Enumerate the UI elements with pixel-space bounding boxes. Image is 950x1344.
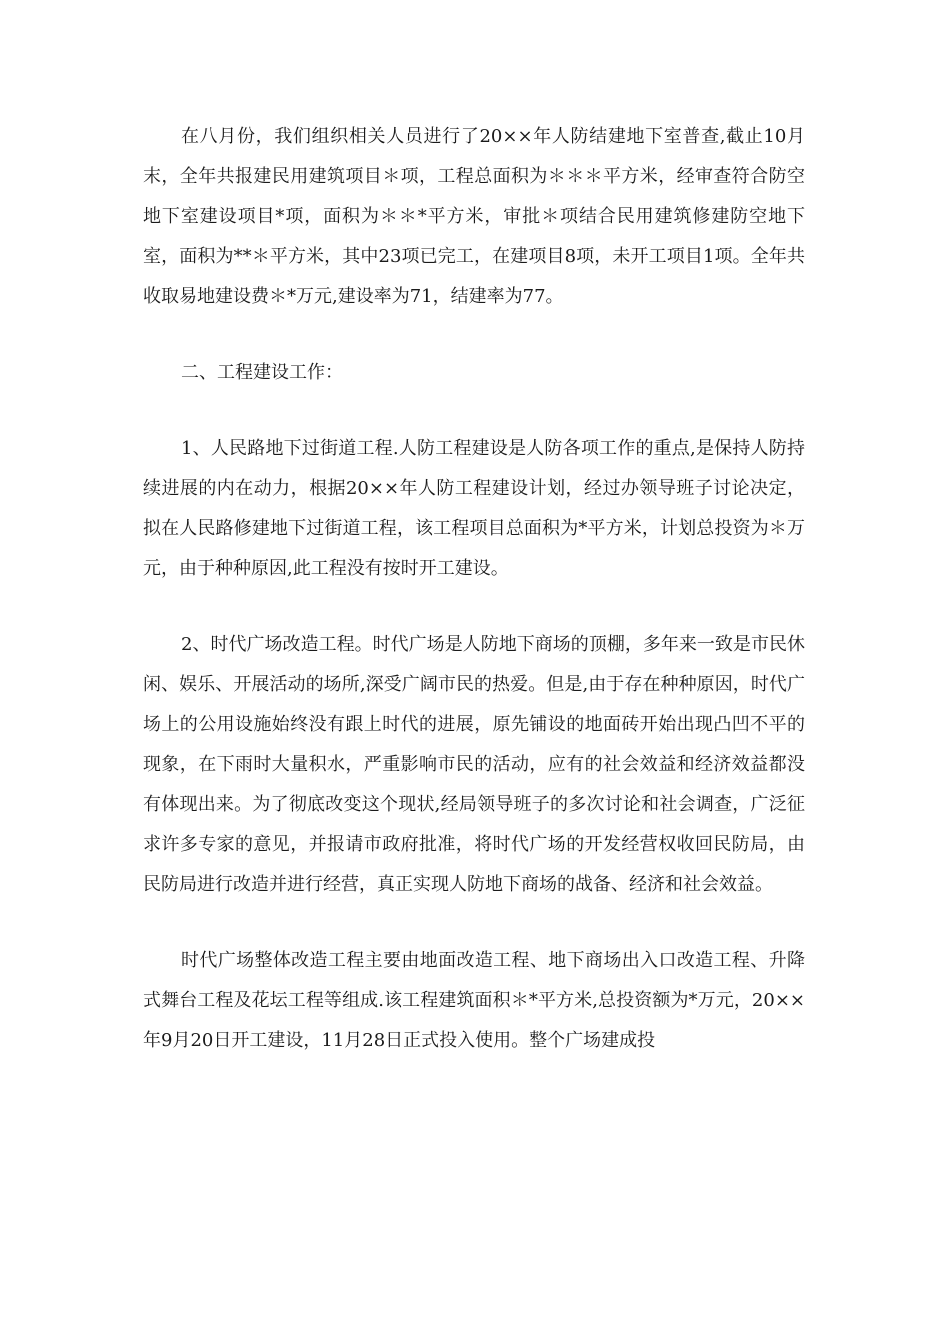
paragraph-census-summary: 在八月份，我们组织相关人员进行了20××年人防结建地下室普查,截止10月末，全年共报建民用建筑项目＊项，工程总面积为＊＊＊平方米，经审查符合防空地下室建设项目*项，面积为＊＊*平方米，审批＊项结合民用建筑修建防空地下室，面积为**＊平方米，其中23项已完工，在建项目8项，未开工项目1项。全年共收取易地建设费＊*万元,建设率为71，结建率为77。 xyxy=(143,126,805,307)
paragraph-times-square-renovation: 2、时代广场改造工程。时代广场是人防地下商场的顶棚，多年来一致是市民休闲、娱乐、开展活动的场所,深受广阔市民的热爱。但是,由于存在种种原因，时代广场上的公用设施始终没有跟上时代的进展，原先铺设的地面砖开始出现凸凹不平的现象，在下雨时大量积水，严重影响市民的活动，应有的社会效益和经济效益都没有体现出来。为了彻底改变这个现状,经局领导班子的多次讨论和社会调查，广泛征求许多专家的意见，并报请市政府批准，将时代广场的开发经营权收回民防局，由民防局进行改造并进行经营，真正实现人防地下商场的战备、经济和社会效益。 xyxy=(143,634,805,895)
paragraph-renmin-road-underpass: 1、人民路地下过街道工程.人防工程建设是人防各项工作的重点,是保持人防持续进展的内在动力，根据20××年人防工程建设计划，经过办领导班子讨论决定，拟在人民路修建地下过街道工程，该工程项目总面积为*平方米，计划总投资为＊万元，由于种种原因,此工程没有按时开工建设。 xyxy=(143,438,805,579)
paragraph-times-square-details: 时代广场整体改造工程主要由地面改造工程、地下商场出入口改造工程、升降式舞台工程及花坛工程等组成.该工程建筑面积＊*平方米,总投资额为*万元，20××年9月20日开工建设，11月28日正式投入使用。整个广场建成投 xyxy=(143,950,805,1051)
section-heading-construction: 二、工程建设工作： xyxy=(181,362,343,383)
document-body xyxy=(143,117,805,1097)
